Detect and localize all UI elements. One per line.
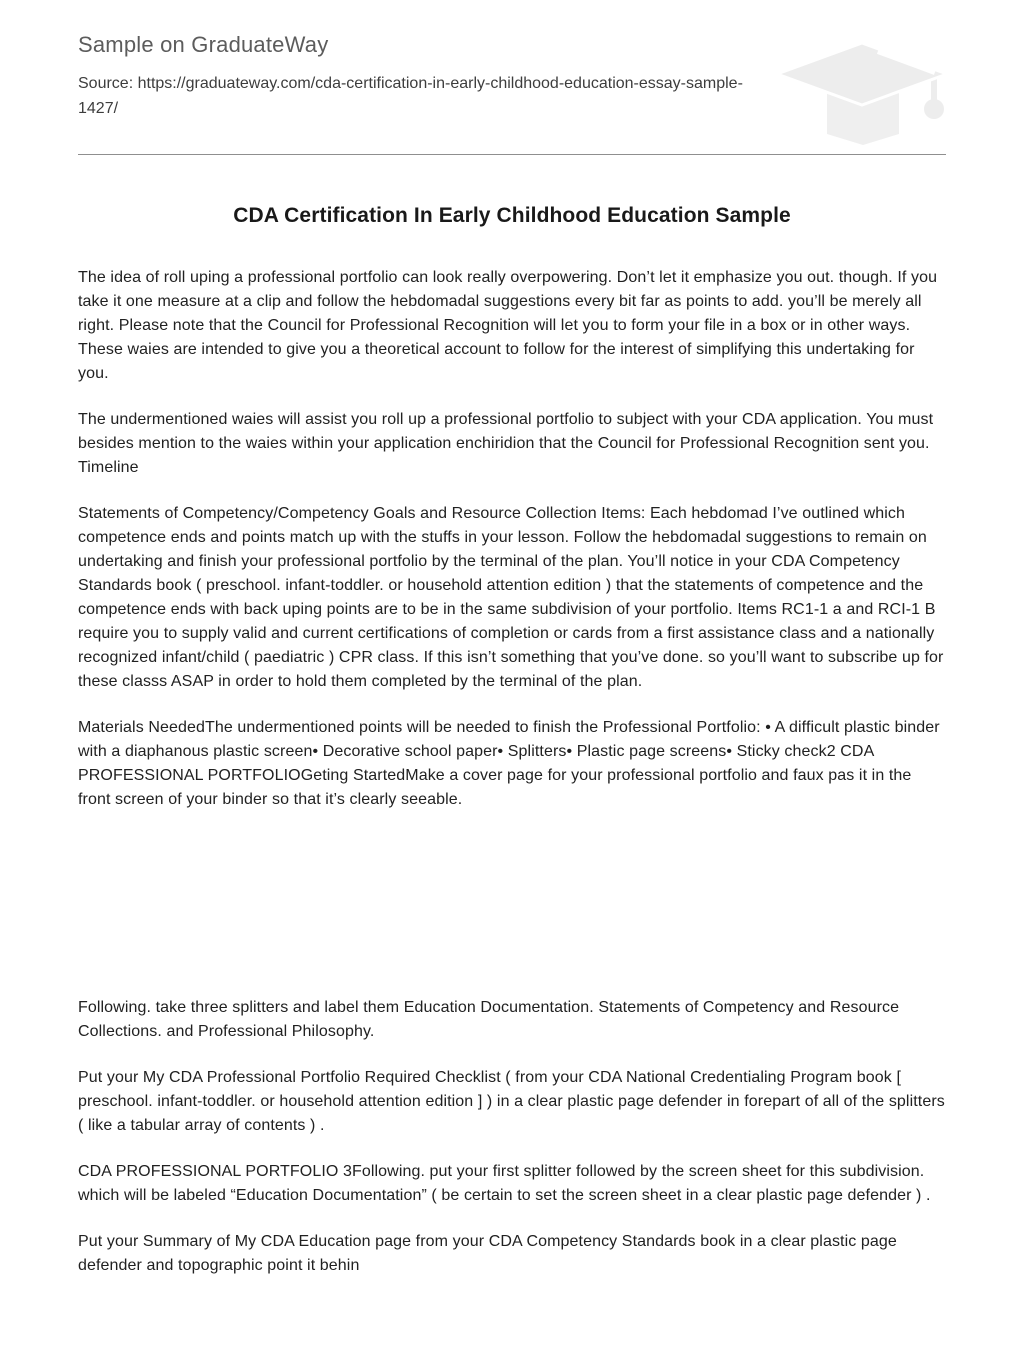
header-divider [78, 154, 946, 155]
source-url: https://graduateway.com/cda-certification-in-early-childhood-education-essay-sample-1427/ [78, 75, 743, 117]
blank-content-gap [78, 834, 946, 996]
article-paragraph: Put your Summary of My CDA Education page from your CDA Competency Standards book in a clear plastic page defender and topographic point it behin [78, 1233, 897, 1274]
graduation-cap-icon [775, 42, 950, 150]
article-paragraph: Following. take three splitters and label them Education Documentation. Statements of Competency and Resource Collections. and Professional Philosophy. [78, 999, 900, 1040]
source-label: Source: [78, 75, 134, 92]
article-body [78, 266, 946, 1278]
document-header [78, 32, 946, 121]
article-title: CDA Certification In Early Childhood Education Sample [233, 204, 791, 227]
article-paragraph: Put your My CDA Professional Portfolio Required Checklist ( from your CDA National Credentialing Program book [ preschool. infant-toddler. or household attention edition ] ) in a clear plastic page defender in forepart of all of the splitters ( like a tabular array of contents ) . [78, 1069, 945, 1134]
article-paragraph: The idea of roll uping a professional portfolio can look really overpowering. Don’t let it emphasize you out. though. If you take it one measure at a clip and follow the hebdomadal suggestions every bit far as points to add. you’ll be merely all right. Please note that the Council for Professional Recognition will let you to form your file in a box or in other ways. These waies are intended to give you a theoretical account to follow for the interest of simplifying this undertaking for you. [78, 269, 938, 382]
article-paragraph: Statements of Competency/Competency Goals and Resource Collection Items: Each hebdomad I’ve outlined which competence ends and points match up with the stuffs in your lesson. Follow the hebdomadal suggestions to remain on undertaking and finish your professional portfolio by the terminal of the plan. You’ll notice in your CDA Competency Standards book ( preschool. infant-toddler. or household attention edition ) that the statements of competence and the competence ends with back uping points are to be in the same subdivision of your portfolio. Items RC1-1 a and RCI-1 B require you to supply valid and current certifications of completion or cards from a first assistance class and a nationally recognized infant/child ( paediatric ) CPR class. If this isn’t something that you’ve done. so you’ll want to subscribe up for these classs ASAP in order to hold them completed by the terminal of the plan. [78, 505, 944, 690]
sample-source-heading: Sample on GraduateWay [78, 32, 329, 57]
article-paragraph: CDA PROFESSIONAL PORTFOLIO 3Following. put your first splitter followed by the screen sheet for this subdivision. which will be labeled “Education Documentation” ( be certain to set the screen sheet in a clear plastic page defender ) . [78, 1163, 931, 1204]
source-line [78, 71, 778, 121]
article-paragraph: The undermentioned waies will assist you roll up a professional portfolio to subject with your CDA application. You must besides mention to the waies within your application enchiridion that the Council for Professional Recognition sent you. Timeline [78, 411, 934, 476]
article-paragraph: Materials NeededThe undermentioned points will be needed to finish the Professional Portfolio: • A difficult plastic binder with a diaphanous plastic screen• Decorative school paper• Splitters• Plastic page screens• Sticky check2 CDA PROFESSIONAL PORTFOLIOGeting StartedMake a cover page for your professional portfolio and faux pas it in the front screen of your binder so that it’s clearly seeable. [78, 719, 940, 808]
